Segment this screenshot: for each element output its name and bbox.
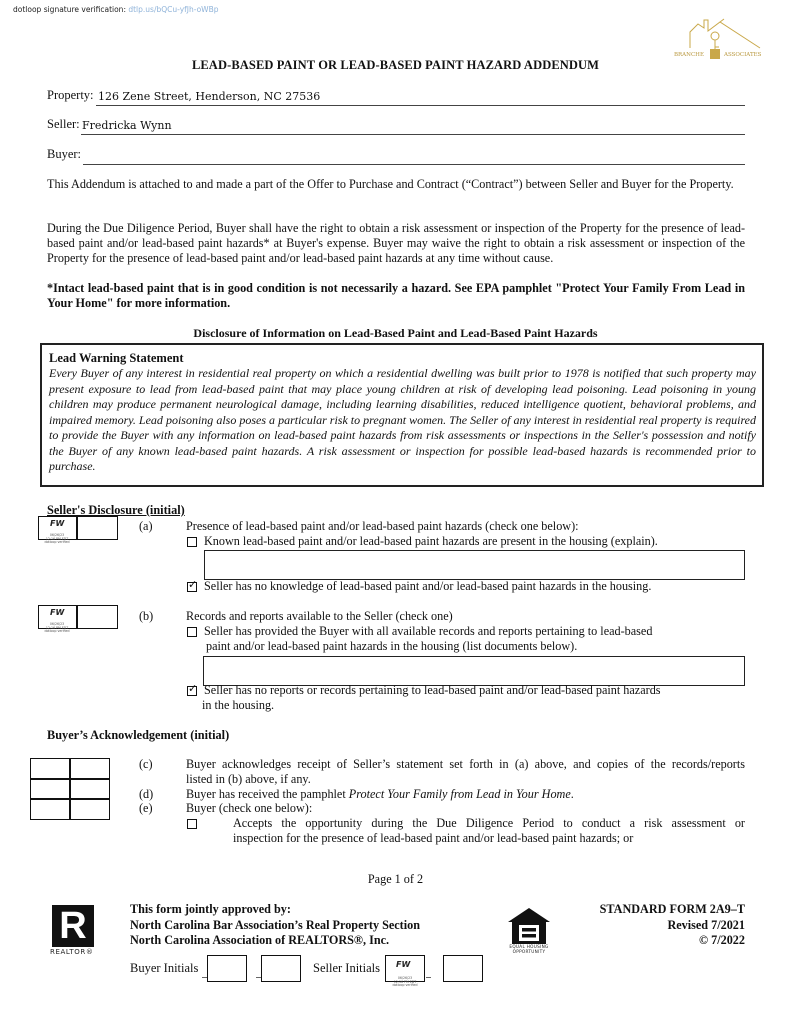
realtor-logo-icon	[52, 905, 94, 947]
explain-hazards-input[interactable]	[204, 550, 745, 580]
signature-verification-stamp	[37, 534, 77, 545]
item-c-line1: Buyer acknowledges receipt of Seller’s statement set forth in (a) above, and copies of the records/reports	[186, 757, 745, 771]
approval-line: North Carolina Association of REALTORS®, Inc.	[130, 933, 390, 947]
item-letter-a: (a)	[139, 519, 153, 533]
sig-time: 12:16 PM EDT	[45, 536, 69, 541]
sig-date: 06/26/23	[397, 976, 413, 980]
no-records-label-line1: Seller has no reports or records pertaining to lead-based paint and/or lead-based paint hazards	[204, 683, 661, 697]
verification-link[interactable]: dtlp.us/bQCu-yfJh-oWBp	[128, 5, 219, 14]
checkmark-icon: ✓	[188, 578, 198, 591]
sig-time: 12:16 PM EDT	[45, 625, 69, 630]
signature-verification-stamp	[37, 623, 77, 634]
disclosure-heading: Disclosure of Information on Lead-Based Paint and Lead-Based Paint Hazards	[193, 326, 598, 340]
buyer-initials-grid[interactable]	[30, 758, 110, 820]
lead-warning-heading: Lead Warning Statement	[49, 351, 184, 365]
realtor-r-glyph: R	[59, 905, 87, 947]
realtor-label: REALTOR®	[50, 948, 94, 956]
svg-text:BRANCHE: BRANCHE	[674, 52, 704, 58]
item-letter-d: (d)	[139, 787, 154, 801]
buyer-initials-label: Buyer Initials	[130, 961, 199, 975]
due-diligence-paragraph: During the Due Diligence Period, Buyer shall have the right to obtain a risk assessment or inspection of the Property for the presence of lead-based paint and/or lead-based paint hazards* at Buyer's expense. Buyer may waive the right to obtain a risk assessment or inspection of the Property for the presence of lead-based paint and/or lead-based paint hazards at any time without cause.	[47, 221, 745, 266]
no-records-checkbox[interactable]	[187, 682, 198, 696]
seller-label: Seller:	[47, 117, 80, 131]
seller-disclosure-heading: Seller's Disclosure (initial)	[47, 503, 185, 517]
item-b-text: Records and reports available to the Seller (check one)	[186, 609, 453, 623]
accepts-inspection-line2: inspection for the presence of lead-based paint and/or lead-based paint hazards; or	[233, 831, 634, 845]
svg-text:ASSOCIATES: ASSOCIATES	[724, 52, 762, 58]
buyer-initials-box-2[interactable]	[261, 955, 301, 982]
checkmark-icon: ✓	[188, 682, 198, 695]
signature-verification	[13, 5, 219, 14]
approval-line: This form jointly approved by:	[130, 902, 291, 916]
equal-housing-label	[503, 944, 555, 954]
sig-date: 06/26/23	[49, 533, 65, 537]
seller-field	[47, 115, 745, 135]
sig-date: 06/26/23	[49, 622, 65, 626]
sig-verified: dotloop verified	[44, 629, 70, 634]
item-e-text: Buyer (check one below):	[186, 801, 313, 815]
signature-verification-stamp	[385, 977, 425, 988]
accepts-inspection-checkbox[interactable]	[187, 819, 197, 829]
grid-divider	[69, 759, 71, 819]
no-records-label-line2: in the housing.	[202, 698, 275, 712]
lead-warning-box	[40, 343, 764, 487]
item-d-prefix: Buyer has received the pamphlet	[186, 787, 349, 801]
buyer-label: Buyer:	[47, 147, 82, 161]
property-field	[47, 86, 745, 106]
lead-warning-text: Every Buyer of any interest in residential real property on which a residential dwelling was built prior to 1978 is notified that such property may present exposure to lead from lead-based paint that may place young children at risk of developing lead poisoning. Lead poisoning in young children may produce permanent neurological damage, including learning disabilities, reduced intelligence quotient, behavioral problems, and impaired memory. Lead poisoning also poses a particular risk to pregnant women. The Seller of any interest in residential real property is required to provide the Buyer with any information on lead-based paint hazards from risk assessments or inspections in the Seller's possession and notify the Buyer of any known lead-based paint hazards. A risk assessment or inspection for possible lead-based hazards is recommended prior to purchase.	[49, 366, 756, 473]
property-label: Property:	[47, 88, 94, 102]
known-hazards-checkbox[interactable]	[187, 537, 197, 547]
seller-initial-signature: FW	[396, 960, 411, 969]
standard-form-info	[600, 902, 745, 949]
item-d-suffix: .	[570, 787, 574, 801]
sig-verified: dotloop verified	[392, 983, 418, 988]
item-letter-c: (c)	[139, 757, 153, 771]
buyer-underline	[83, 164, 745, 165]
buyer-ack-heading: Buyer’s Acknowledgement (initial)	[47, 728, 230, 742]
page-number: Page 1 of 2	[367, 872, 424, 886]
document-title: LEAD-BASED PAINT OR LEAD-BASED PAINT HAZARD ADDENDUM	[191, 58, 600, 72]
item-d-text	[186, 787, 574, 802]
grid-divider	[31, 798, 109, 800]
approval-text	[130, 902, 420, 949]
form-copyright: © 7/2022	[698, 933, 745, 947]
item-letter-e: (e)	[139, 801, 153, 815]
grid-divider	[31, 778, 109, 780]
eho-line: OPPORTUNITY	[512, 949, 546, 954]
property-underline	[96, 105, 745, 106]
addendum-intro: This Addendum is attached to and made a part of the Offer to Purchase and Contract (“Contract”) between Seller and Buyer for the Property.	[47, 177, 734, 191]
no-knowledge-label: Seller has no knowledge of lead-based paint and/or lead-based paint hazards in the housing.	[204, 579, 652, 593]
pamphlet-title: Protect Your Family from Lead in Your Home	[348, 787, 571, 801]
no-knowledge-checkbox[interactable]	[187, 578, 198, 592]
property-input[interactable]: 126 Zene Street, Henderson, NC 27536	[98, 90, 321, 103]
seller-initial-signature: FW	[50, 519, 65, 528]
seller-initials-box-2[interactable]	[443, 955, 483, 982]
accepts-inspection-line1: Accepts the opportunity during the Due Diligence Period to conduct a risk assessment or	[233, 816, 745, 830]
buyer-field	[47, 145, 745, 165]
records-provided-label-line2: paint and/or lead-based paint hazards in the housing (list documents below).	[206, 639, 578, 653]
verification-label: dotloop signature verification:	[13, 5, 126, 14]
form-revised: Revised 7/2021	[667, 917, 745, 932]
item-letter-b: (b)	[139, 609, 154, 623]
form-number: STANDARD FORM 2A9–T	[599, 902, 745, 916]
item-c-line2: listed in (b) above, if any.	[186, 772, 311, 786]
records-provided-label-line1: Seller has provided the Buyer with all available records and reports pertaining to lead-based	[204, 624, 653, 638]
seller-initial-signature: FW	[50, 608, 65, 617]
documents-list-input[interactable]	[203, 656, 745, 686]
sig-verified: dotloop verified	[44, 540, 70, 545]
item-a-text: Presence of lead-based paint and/or lead-based paint hazards (check one below):	[186, 519, 579, 533]
seller-initials-label: Seller Initials	[313, 961, 380, 975]
records-provided-checkbox[interactable]	[187, 627, 197, 637]
intact-paint-footnote: *Intact lead-based paint that is in good condition is not necessarily a hazard. See EPA pamphlet "Protect Your Family From Lead in Your Home" for more information.	[47, 281, 745, 311]
approval-line: North Carolina Bar Association’s Real Property Section	[130, 917, 420, 932]
seller-input[interactable]: Fredricka Wynn	[82, 119, 172, 132]
seller-underline	[81, 134, 745, 135]
initials-underline	[426, 977, 431, 978]
known-hazards-label: Known lead-based paint and/or lead-based paint hazards are present in the housing (explain).	[204, 534, 658, 548]
buyer-initials-box-1[interactable]	[207, 955, 247, 982]
eho-line: EQUAL HOUSING	[509, 944, 549, 949]
sig-time: 12:16 PM EDT	[393, 979, 417, 984]
brand-logo	[668, 14, 780, 62]
